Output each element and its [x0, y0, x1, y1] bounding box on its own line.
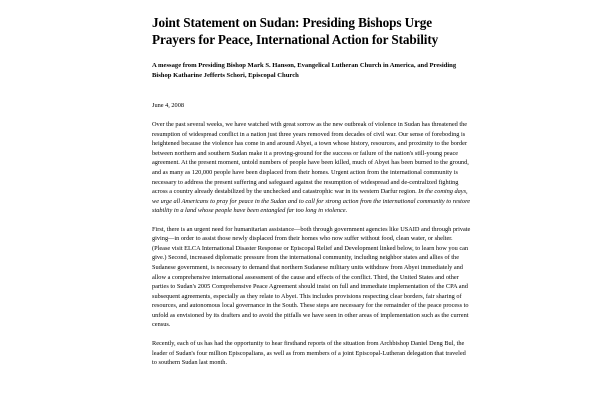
- document-subtitle: A message from Presiding Bishop Mark S. Hanson, Evangelical Lutheran Church in America, and Presiding Bishop Katharine Jefferts Schori, Episcopal Church: [152, 62, 457, 79]
- paragraph-1-italic-appeal: In the coming days, we urge all Americans to pray for peace in the Sudan and to call for strong action from the international community to restore stability in a land whose people have been entangled far too long in violence.: [152, 188, 471, 215]
- document-date: June 4, 2008: [152, 102, 185, 110]
- body-paragraph-3: Recently, each of us has had the opportunity to hear firsthand reports of the situation from Archbishop Daniel Deng Bul, the leader of Sudan's four million Episcopalians, as well as from members of a joint Episcopal-Lutheran delegation that traveled to southern Sudan last month.: [152, 339, 466, 367]
- paragraph-1-text: Over the past several weeks, we have watched with great sorrow as the new outbreak of violence in Sudan has threatened the resumption of widespread conflict in a nation just three years removed from decades of civil war. Our sense of foreboding is heightened because the violence has come in and around Abyei, a town whose history, resources, and proximity to the border between northern and southern Sudan make it a proving-ground for the success or failure of the nation's still-young peace agreement. At the present moment, untold numbers of people have been killed, much of Abyei has been burned to the ground, and as many as 120,000 people have been displaced from their homes. Urgent action from the international community is necessary to address the present suffering and safeguard against the resumption of widespread and de-centralized fighting across a country already destabilized by the unchecked and catastrophic war in its western Darfur region.: [152, 121, 469, 196]
- body-paragraph-2: First, there is an urgent need for humanitarian assistance—both through government agencies like USAID and through private giving—in order to assist those newly displaced from their homes who now suffer without food, clean water, or shelter. (Please visit ELCA International Disaster Response or Episcopal Relief and Development linked below, to learn how you can give.) Second, increased diplomatic pressure from the international community, including neighbor states and allies of the Sudanese government, is necessary to demand that northern Sudanese military units withdraw from Abyei immediately and allow a comprehensive international assessment of the cause and effects of the conflict. Third, the United States and other parties to Sudan's 2005 Comprehensive Peace Agreement should insist on full and immediate implementation of the CPA and subsequent agreements, especially as they relate to Abyei. This includes provisions respecting clear borders, fair sharing of resources, and autonomous local governance in the South. These steps are necessary for the remainder of the peace process to unfold as envisioned by its drafters and to avoid the pitfalls we have seen in other areas of implementation such as the current census.: [152, 225, 471, 329]
- body-paragraph-1: [152, 120, 472, 216]
- page-title: Joint Statement on Sudan: Presiding Bishops Urge Prayers for Peace, International Action for Stability: [152, 15, 439, 48]
